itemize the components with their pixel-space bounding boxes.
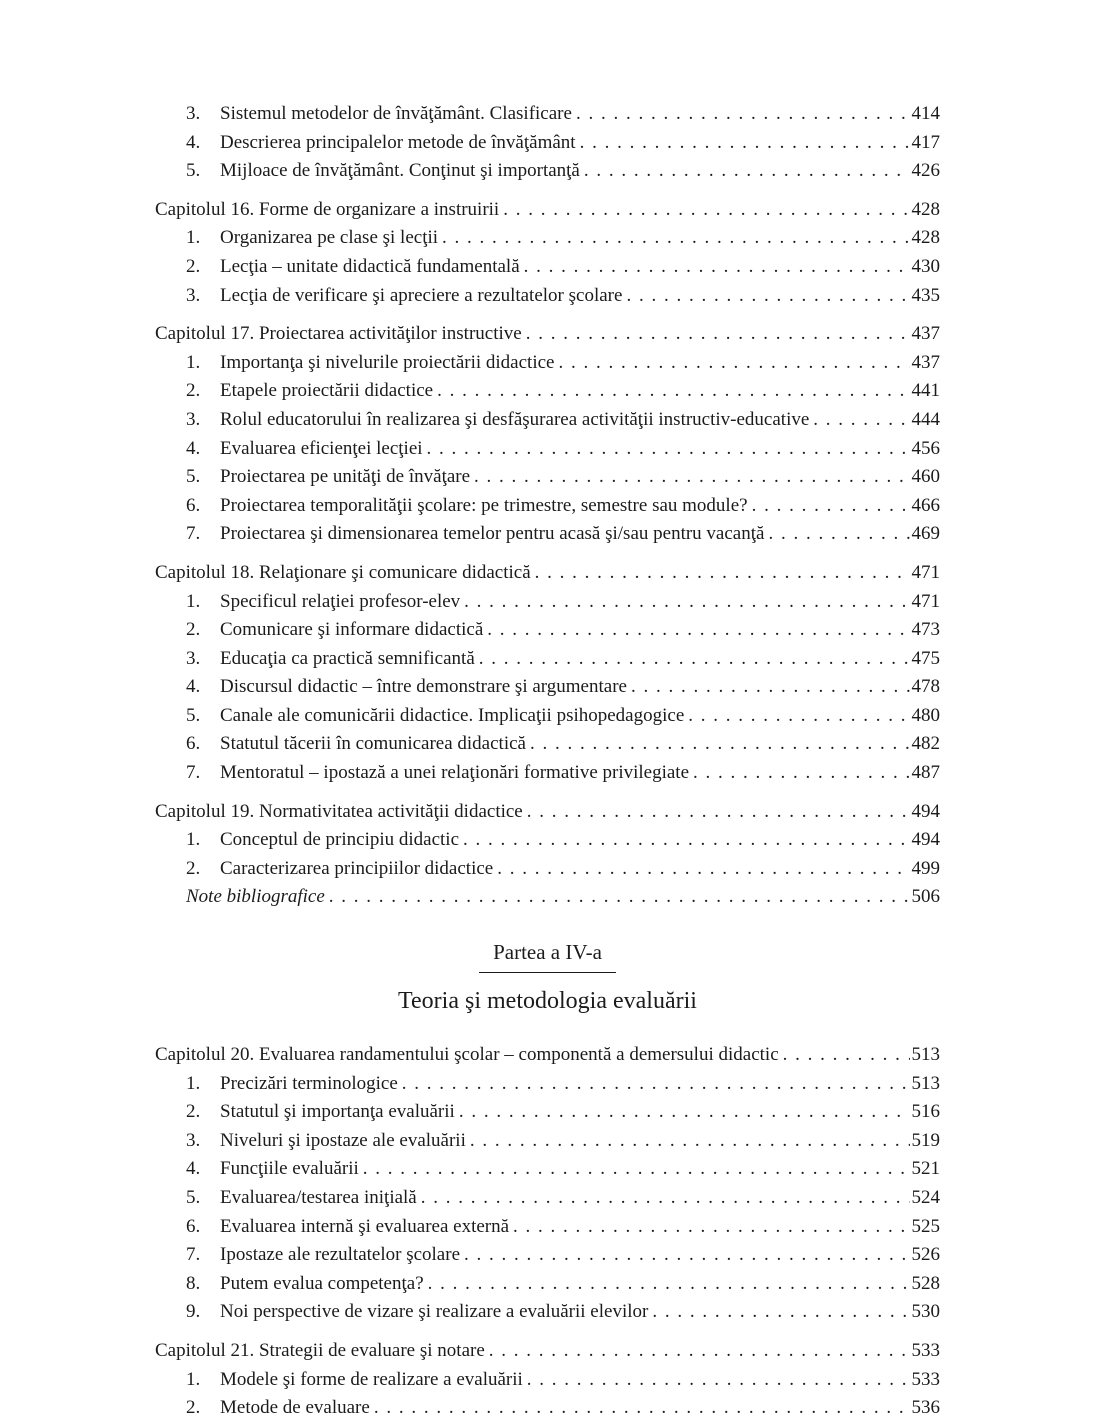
dot-leader <box>652 1298 909 1327</box>
toc-entry <box>155 883 940 912</box>
chapter-block <box>155 320 940 549</box>
dot-leader <box>813 406 909 435</box>
dot-leader <box>427 435 910 464</box>
item-number: 3. <box>186 647 201 669</box>
page-number: 530 <box>911 1301 940 1323</box>
dot-leader <box>487 616 909 645</box>
entry-title: Mijloace de învăţământ. Conţinut şi importanţă <box>220 160 580 182</box>
entry-title: Niveluri şi ipostaze ale evaluării <box>220 1129 466 1151</box>
toc-entry <box>155 406 940 435</box>
dot-leader <box>576 100 910 129</box>
entry-title: Lecţia de verificare şi apreciere a rezultatelor şcolare <box>220 284 623 306</box>
toc-entry <box>155 520 940 549</box>
toc-entry <box>155 1155 940 1184</box>
dot-leader <box>527 798 910 827</box>
chapter-entry <box>155 1337 940 1366</box>
entry-title: Caracterizarea principiilor didactice <box>220 857 494 879</box>
page-number: 513 <box>911 1072 940 1094</box>
item-number: 2. <box>186 380 201 402</box>
page-number: 516 <box>911 1101 940 1123</box>
item-number: 2. <box>186 1101 201 1123</box>
dot-leader <box>470 1127 910 1156</box>
dot-leader <box>374 1394 910 1422</box>
item-number: 1. <box>186 829 201 851</box>
item-number: 7. <box>186 762 201 784</box>
entry-title: Note bibliografice <box>186 886 325 908</box>
toc-entry <box>155 616 940 645</box>
page-number: 487 <box>911 762 940 784</box>
page-number: 536 <box>911 1397 940 1419</box>
toc-entry <box>155 826 940 855</box>
dot-leader <box>752 492 910 521</box>
page-number: 499 <box>911 857 940 879</box>
toc-entry <box>155 1184 940 1213</box>
page-number: 513 <box>911 1044 940 1066</box>
item-number: 1. <box>186 1072 201 1094</box>
item-number: 8. <box>186 1272 201 1294</box>
item-number: 5. <box>186 466 201 488</box>
page-number: 444 <box>911 408 940 430</box>
page-number: 480 <box>911 704 940 726</box>
chapter-title: Capitolul 20. Evaluarea randamentului şcolar – componentă a demersului didactic <box>155 1044 779 1066</box>
dot-leader <box>474 463 909 492</box>
dot-leader <box>783 1041 910 1070</box>
dot-leader <box>489 1337 910 1366</box>
chapter-block <box>155 798 940 912</box>
dot-leader <box>459 1098 910 1127</box>
page-number: 441 <box>911 380 940 402</box>
page-number: 528 <box>911 1272 940 1294</box>
toc-entry <box>155 1394 940 1422</box>
chapter-entry <box>155 1041 940 1070</box>
item-number: 4. <box>186 131 201 153</box>
chapter-title: Capitolul 17. Proiectarea activităţilor instructive <box>155 323 522 345</box>
page-number: 426 <box>911 160 940 182</box>
entry-title: Etapele proiectării didactice <box>220 380 434 402</box>
page-number: 475 <box>911 647 940 669</box>
page-number: 494 <box>911 800 940 822</box>
page-number: 471 <box>911 590 940 612</box>
toc-entry <box>155 1270 940 1299</box>
toc-entry <box>155 157 940 186</box>
toc-entry <box>155 463 940 492</box>
entry-title: Metode de evaluare <box>220 1397 370 1419</box>
dot-leader <box>631 673 910 702</box>
chapter-title: Capitolul 18. Relaţionare şi comunicare didactică <box>155 561 531 583</box>
entry-title: Discursul didactic – între demonstrare şi argumentare <box>220 676 627 698</box>
entry-title: Importanţa şi nivelurile proiectării didactice <box>220 351 555 373</box>
item-number: 3. <box>186 408 201 430</box>
page-number: 414 <box>911 103 940 124</box>
chapter-entry <box>155 320 940 349</box>
toc-entry <box>155 129 940 158</box>
entry-title: Proiectarea temporalităţii şcolare: pe trimestre, semestre sau module? <box>220 494 748 516</box>
item-number: 1. <box>186 1368 201 1390</box>
entry-title: Specificul relaţiei profesor-elev <box>220 590 461 612</box>
dot-leader <box>693 759 909 788</box>
entry-title: Organizarea pe clase şi lecţii <box>220 227 439 249</box>
item-number: 2. <box>186 619 201 641</box>
toc-entry <box>155 1366 940 1395</box>
item-number: 1. <box>186 227 201 249</box>
dot-leader <box>503 196 909 225</box>
entry-title: Evaluarea eficienţei lecţiei <box>220 437 423 459</box>
page-number: 469 <box>911 523 940 545</box>
item-number: 9. <box>186 1301 201 1323</box>
dot-leader <box>464 588 909 617</box>
dot-leader <box>535 559 910 588</box>
page-number: 494 <box>911 829 940 851</box>
toc-entry <box>155 282 940 311</box>
item-number: 2. <box>186 255 201 277</box>
item-number: 4. <box>186 437 201 459</box>
entry-title: Ipostaze ale rezultatelor şcolare <box>220 1244 460 1266</box>
dot-leader <box>626 282 909 311</box>
toc-entry <box>155 588 940 617</box>
entry-title: Sistemul metodelor de învăţământ. Clasificare <box>220 103 572 124</box>
page-number: 428 <box>911 227 940 249</box>
item-number: 7. <box>186 523 201 545</box>
toc-entry <box>155 435 940 464</box>
page-number: 524 <box>911 1187 940 1208</box>
item-number: 5. <box>186 704 201 726</box>
entry-title: Rolul educatorului în realizarea şi desfăşurarea activităţii instructiv-educative <box>220 408 810 430</box>
item-number: 4. <box>186 676 201 698</box>
toc-entry <box>155 702 940 731</box>
toc-entry <box>155 349 940 378</box>
dot-leader <box>524 253 910 282</box>
page-number: 437 <box>911 351 940 373</box>
entry-title: Precizări terminologice <box>220 1072 398 1094</box>
dot-leader <box>513 1213 909 1242</box>
page-number: 430 <box>911 255 940 277</box>
toc-entry <box>155 100 940 129</box>
dot-leader <box>526 320 910 349</box>
entry-title: Statutul tăcerii în comunicarea didactică <box>220 733 526 755</box>
page-number: 478 <box>911 676 940 698</box>
chapter-block <box>155 1041 940 1327</box>
dot-leader <box>530 730 910 759</box>
page-number: 456 <box>911 437 940 459</box>
item-number: 6. <box>186 733 201 755</box>
item-number: 5. <box>186 1187 201 1208</box>
dot-leader <box>402 1070 910 1099</box>
item-number: 2. <box>186 1397 201 1419</box>
toc-entry <box>155 759 940 788</box>
chapter-title: Capitolul 16. Forme de organizare a instruirii <box>155 198 500 220</box>
toc-entry <box>155 253 940 282</box>
entry-title: Evaluarea/testarea iniţială <box>220 1187 417 1208</box>
dot-leader <box>558 349 909 378</box>
item-number: 2. <box>186 857 201 879</box>
entry-title: Canale ale comunicării didactice. Implicaţii psihopedagogice <box>220 704 685 726</box>
toc-entry <box>155 1127 940 1156</box>
page-number: 519 <box>911 1129 940 1151</box>
chapter-title: Capitolul 21. Strategii de evaluare şi notare <box>155 1339 485 1361</box>
toc-entry <box>155 1098 940 1127</box>
page-number: 428 <box>911 198 940 220</box>
item-number: 6. <box>186 1215 201 1237</box>
part-divider <box>155 940 940 1015</box>
page-number: 533 <box>911 1368 940 1390</box>
dot-leader <box>479 645 910 674</box>
item-number: 4. <box>186 1158 201 1180</box>
toc-entry <box>155 377 940 406</box>
chapter-entry <box>155 196 940 225</box>
page-number: 506 <box>911 886 940 908</box>
dot-leader <box>580 129 910 158</box>
chapter-block <box>155 1337 940 1422</box>
item-number: 6. <box>186 494 201 516</box>
entry-title: Proiectarea pe unităţi de învăţare <box>220 466 471 488</box>
item-number: 3. <box>186 1129 201 1151</box>
page-number: 473 <box>911 619 940 641</box>
page-number: 435 <box>911 284 940 306</box>
item-number: 1. <box>186 351 201 373</box>
page-number: 521 <box>911 1158 940 1180</box>
part-label: Partea a IV-a <box>479 940 616 973</box>
dot-leader <box>442 224 909 253</box>
dot-leader <box>363 1155 910 1184</box>
entry-title: Mentoratul – ipostază a unei relaţionări formative privilegiate <box>220 762 690 784</box>
toc-entry <box>155 645 940 674</box>
dot-leader <box>768 520 909 549</box>
entry-title: Educaţia ca practică semnificantă <box>220 647 475 669</box>
page-number: 471 <box>911 561 940 583</box>
page-number: 466 <box>911 494 940 516</box>
toc-entry <box>155 1213 940 1242</box>
entry-title: Statutul şi importanţa evaluării <box>220 1101 455 1123</box>
dot-leader <box>428 1270 910 1299</box>
item-number: 1. <box>186 590 201 612</box>
toc-entry <box>155 1298 940 1327</box>
page-number: 526 <box>911 1244 940 1266</box>
entry-title: Proiectarea şi dimensionarea temelor pentru acasă şi/sau pentru vacanţă <box>220 523 765 545</box>
entry-title: Putem evalua competenţa? <box>220 1272 424 1294</box>
dot-leader <box>421 1184 910 1213</box>
chapter-block <box>155 559 940 788</box>
dot-leader <box>464 1241 910 1270</box>
dot-leader <box>463 826 909 855</box>
chapter-title: Capitolul 19. Normativitatea activităţii didactice <box>155 800 523 822</box>
item-number: 5. <box>186 160 201 182</box>
page-number: 482 <box>911 733 940 755</box>
entry-title: Lecţia – unitate didactică fundamentală <box>220 255 520 277</box>
toc-entry <box>155 224 940 253</box>
toc-entry <box>155 855 940 884</box>
item-number: 7. <box>186 1244 201 1266</box>
toc-entry <box>155 730 940 759</box>
page-number: 460 <box>911 466 940 488</box>
dot-leader <box>329 883 910 912</box>
dot-leader <box>688 702 909 731</box>
toc-entry <box>155 1241 940 1270</box>
chapter-entry <box>155 798 940 827</box>
entry-title: Evaluarea internă şi evaluarea externă <box>220 1215 510 1237</box>
page-number: 533 <box>911 1339 940 1361</box>
page-number: 437 <box>911 323 940 345</box>
item-number: 3. <box>186 103 201 124</box>
page-number: 525 <box>911 1215 940 1237</box>
entry-title: Noi perspective de vizare şi realizare a evaluării elevilor <box>220 1301 649 1323</box>
entry-title: Funcţiile evaluării <box>220 1158 359 1180</box>
dot-leader <box>497 855 909 884</box>
part-title: Teoria şi metodologia evaluării <box>398 988 697 1015</box>
chapter-block <box>155 196 940 310</box>
item-number: 3. <box>186 284 201 306</box>
dot-leader <box>527 1366 910 1395</box>
entry-title: Comunicare şi informare didactică <box>220 619 484 641</box>
toc-entry <box>155 492 940 521</box>
chapter-entry <box>155 559 940 588</box>
entry-title: Descrierea principalelor metode de învăţământ <box>220 131 576 153</box>
toc-entry <box>155 673 940 702</box>
dot-leader <box>437 377 909 406</box>
items-block <box>155 100 940 186</box>
page-number: 417 <box>911 131 940 153</box>
dot-leader <box>584 157 910 186</box>
toc-entry <box>155 1070 940 1099</box>
entry-title: Conceptul de principiu didactic <box>220 829 460 851</box>
entry-title: Modele şi forme de realizare a evaluării <box>220 1368 523 1390</box>
